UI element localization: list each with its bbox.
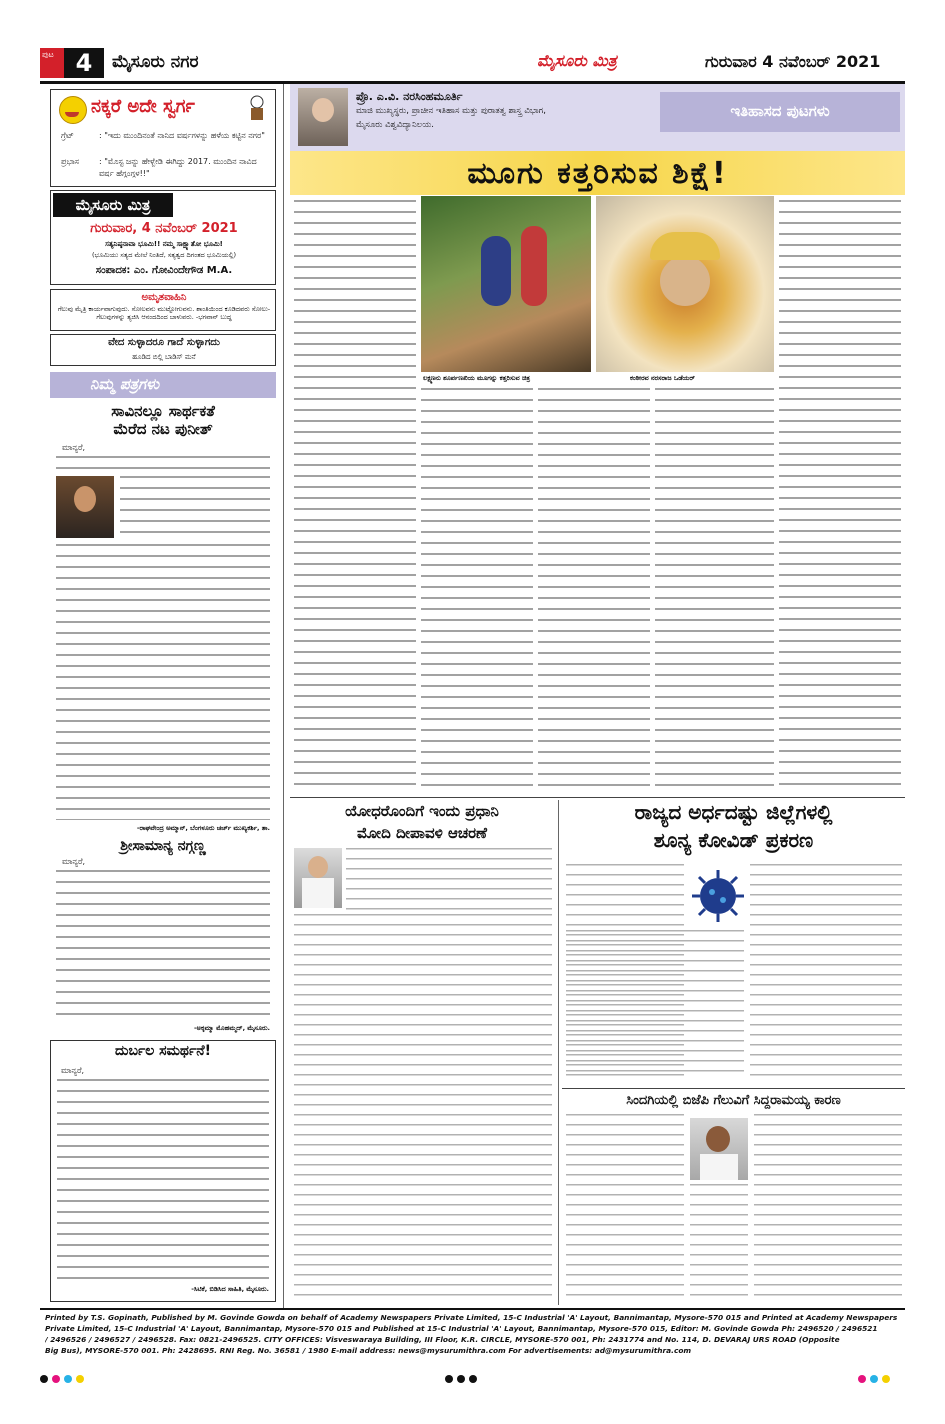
letter3-title: ದುರ್ಬಲ ಸಮರ್ಥನೆ!: [115, 1043, 211, 1059]
modi-intro: [346, 848, 552, 912]
letter1-body: [56, 544, 270, 820]
kanteerava-portrait: [596, 196, 774, 372]
bjp-col-1: [566, 1114, 684, 1304]
letter3-box: [50, 1040, 276, 1302]
masthead-motto: ಸತ್ಯನಿಷ್ಠನಾವಾ ಭೂಮಿ!! ನಮ್ಮ ಸಾಕ್ಷ್ಯಾತೋ ಭೂಮಿ!: [105, 240, 223, 248]
letter1-title-2: ಮೆರೆದ ನಟ ಪುನೀತ್: [113, 420, 213, 438]
author-designation: ಮಾಜಿ ಮುಖ್ಯಸ್ಥರು, ಪ್ರಾಚೀನ ಇತಿಹಾಸ ಮತ್ತು ಪುರಾತತ್ವ ಶಾಸ್ತ್ರ ವಿಭಾಗ,: [356, 106, 546, 116]
humor-label-2: ಪ್ರಭಾಸ: [61, 157, 80, 166]
column-divider: [283, 84, 284, 1308]
bjp-col-3: [754, 1114, 902, 1304]
history-col-5: [779, 200, 901, 790]
letter1-title-1: ಸಾವಿನಲ್ಲೂ ಸಾರ್ಥಕತೆ: [111, 402, 215, 420]
politician-photo: [690, 1118, 748, 1180]
humor-box: [50, 89, 276, 187]
letter2-title: ಶ್ರೀಸಾಮಾನ್ಯ ನಗ್ಗಣ್ಣ: [120, 838, 206, 854]
history-col-4: [655, 388, 774, 790]
amrutavani-text: ಗೆಲುವು ಮೈತ್ರಿ ಕಾರ್ಯವಾಗುವುದು. ಸೋಲವನು ಮುಟ್ಟೋಗುವನು. ಶಾಂತಿಯಿಂದ ಕೂಡಿದವರು ಸೋಲು-ಗೆಲುವುಗಳನ್ನು ತ್ಯಜಿಸಿ ಆನಂದದಿಂದ ಬಾಳುವರು. -ಭಗವಾನ್ ಬುದ್ಧ: [57, 305, 271, 321]
covid-col-1b: [566, 930, 744, 1080]
letter2-signature: -ಅಕ್ಕಮ್ಮಾ ಮೊಹಮ್ಮದ್, ಮೈಸೂರು.: [193, 1024, 270, 1032]
history-header: [290, 84, 905, 151]
author-university: ಮೈಸೂರು ವಿಶ್ವವಿದ್ಯಾನಿಲಯ.: [356, 120, 434, 130]
covid-headline-1: ರಾಜ್ಯದ ಅರ್ಧದಷ್ಟು ಜಿಲ್ಲೆಗಳಲ್ಲಿ: [634, 800, 833, 824]
history-col-1: [294, 200, 416, 790]
humor-title: ನಕ್ಕರೆ ಅದೇ ಸ್ವರ್ಗ: [91, 96, 195, 117]
history-column-label: ಇತಿಹಾಸದ ಪುಟಗಳು: [730, 102, 830, 120]
letters-banner: [50, 372, 276, 398]
amrutavani-box: [50, 289, 276, 331]
proverb-line-1: ವೇದ ಸುಳ್ಳಾದರೂ ಗಾದೆ ಸುಳ್ಳಾಗದು: [108, 337, 220, 348]
author-photo: [298, 88, 348, 146]
imprint-line-1: Printed by T.S. Gopinath, Published by M. Govinde Gowda on behalf of Academy Newspapers Private Limited, 15-C Industrial 'A' Layout, Bannimantap, Mysore-570 015 and Printed at Academy Newspapers: [45, 1313, 898, 1322]
masthead-name: ಮೈಸೂರು ಮಿತ್ರ: [53, 193, 173, 217]
imprint-line-4: Big Bus), MYSORE-570 001. Ph: 2428695. RNI Reg. No. 36581 / 1980 E-mail address: news@mysurumithra.com For advertisements: ad@mysurumithra.com: [45, 1346, 692, 1355]
laughing-face-icon: [59, 96, 87, 124]
letter3-salutation: ಮಾನ್ಯರೆ,: [61, 1066, 85, 1075]
section-title: ಮೈಸೂರು ನಗರ: [112, 52, 199, 72]
modi-photo: [294, 848, 342, 908]
page-number: 4: [64, 48, 104, 78]
registration-dots-right: [858, 1368, 890, 1378]
humor-label-1: ಗ್ರೆಟ್: [61, 131, 74, 140]
registration-dots-left: [40, 1368, 84, 1378]
section-rule: [290, 797, 905, 798]
letters-banner-title: ನಿಮ್ಮ ಪತ್ರಗಳು: [90, 375, 160, 393]
bjp-col-2: [690, 1184, 748, 1304]
amrutavani-title: ಅಮೃತವಾಹಿನಿ: [141, 292, 187, 303]
letter2-salutation: ಮಾನ್ಯರೆ,: [62, 857, 86, 866]
proverb-box: [50, 334, 276, 366]
puneeth-photo: [56, 476, 114, 538]
covid-rule: [562, 1088, 905, 1089]
coronavirus-icon: [690, 868, 746, 924]
letter1-body-top: [120, 476, 270, 540]
header-date: ಗುರುವಾರ 4 ನವೆಂಬರ್ 2021: [705, 52, 881, 71]
masthead-editor: ಸಂಪಾದಕ: ಎಂ. ಗೋವಿಂದೇಗೌಡ M.A.: [95, 265, 233, 276]
registration-dots-center: [445, 1368, 477, 1378]
shurpanakha-painting: [421, 196, 591, 372]
masthead-motto-2: (ಭೂಮಿಯು ಸತ್ಯದ ಮೇಲೆ ನಿಂತಿದೆ, ಸತ್ಯತ್ವದ ದಿಗಂತದ ಭೂಮಿಯಲ್ಲಿ): [91, 251, 237, 259]
masthead-small: ಮೈಸೂರು ಮಿತ್ರ: [537, 51, 617, 70]
modi-headline-2: ಮೋದಿ ದೀಪಾವಳಿ ಆಚರಣೆ: [357, 824, 487, 842]
caption-shurpanakha: ಲಕ್ಷ್ಮಣನು ಶೂರ್ಪಣಖಿಯ ಮೂಗನ್ನು ಕತ್ತರಿಸುವ ಚಿತ್ರ: [423, 374, 531, 382]
page-label: ಪುಟ: [42, 50, 54, 59]
history-col-3: [538, 388, 650, 790]
letter1-intro-text: [56, 456, 270, 474]
imprint-line-2: Private Limited, 15-C Industrial 'A' Layout, Bannimantap, Mysore-570 015 and Published at 15-C Industrial 'A' Layout, Bannimantap, Mysore-570 015, Editor: M. Govinde Gowda Ph: 2496520 / 2496521: [45, 1324, 878, 1333]
letter3-body: [57, 1079, 269, 1279]
masthead-date: ಗುರುವಾರ, 4 ನವೆಂಬರ್ 2021: [90, 221, 238, 236]
footer-rule: [40, 1308, 905, 1310]
history-col-2: [421, 388, 533, 790]
humor-text-1: : "ಇದು ಮುಂದಿನಂತೆ ನಾನಿದ ವರ್ಷಗಳನ್ನು ಹಳೆಯ ಕಟ್ಟಿನ ನಗರ": [99, 131, 265, 140]
history-column-label-box: [660, 92, 900, 132]
proverb-line-2: ಹೂಡಿದ ಬಿಲ್ಲಿ ಬಾಡಿಸ್ ಮನೆ: [132, 353, 196, 361]
imprint-line-3: / 2496526 / 2496527 / 2496528. Fax: 0821-2496525. CITY OFFICES: Visveswaraya Building, III Floor, K.R. CIRCLE, MYSORE-570 001, Ph: 2431774 and No. 114, D. DEVARAJ URS ROAD (Opposite: [45, 1335, 840, 1344]
caption-kanteerava: ಕಂಠೀರವ ನರಸರಾಜ ಒಡೆಯರ್: [630, 374, 695, 382]
page-label-box: [40, 48, 64, 78]
covid-col-2: [750, 864, 902, 1080]
letter2-body: [56, 870, 270, 1020]
covid-headline-2: ಶೂನ್ಯ ಕೋವಿಡ್ ಪ್ರಕರಣ: [653, 828, 814, 852]
author-name: ಪ್ರೊ. ಎ.ವಿ. ನರಸಿಂಹಮೂರ್ತಿ: [356, 90, 463, 103]
humor-text-2: : "ಮೊಸ್ಟ ಜನ್ನು ಹೇಳ್ಬೇಡಿ ಈಗಿದ್ದು 2017. ಮುಂದಿನ ನಾವಿದ ವರ್ಷ ಹೆಗ್ಗಂಗ್ಗಳ!!": [99, 157, 257, 178]
column-divider-2: [558, 800, 559, 1305]
history-headline: ಮೂಗು ಕತ್ತರಿಸುವ ಶಿಕ್ಷೆ!: [467, 156, 728, 191]
masthead-box: [50, 190, 276, 285]
letter3-signature: -ಸಿಟಿಕೆ, ಬಿಡಿಸಿದ ಸಾಹಿತಿ, ಮೈಸೂರು.: [191, 1285, 269, 1293]
letter1-signature: -ರಾಘವೇಂದ್ರ ಅಮ್ಮಾನ್, ಬೆಂಗಳೂರು ಚರ್ಚ್ ಮುಖ್ಯಕರ್ಶಿ, ತಾ.: [136, 824, 270, 832]
bjp-headline: ಸಿಂದಗಿಯಲ್ಲಿ ಬಿಜೆಪಿ ಗೆಲುವಿಗೆ ಸಿದ್ದರಾಮಯ್ಯ ಕಾರಣ: [626, 1093, 841, 1108]
cartoon-figure-icon: [243, 94, 271, 124]
modi-body: [294, 914, 552, 1304]
modi-headline-1: ಯೋಧರೊಂದಿಗೆ ಇಂದು ಪ್ರಧಾನಿ: [345, 802, 499, 820]
letter1-salutation: ಮಾನ್ಯರೆ,: [62, 443, 86, 452]
history-headline-box: [290, 151, 905, 195]
